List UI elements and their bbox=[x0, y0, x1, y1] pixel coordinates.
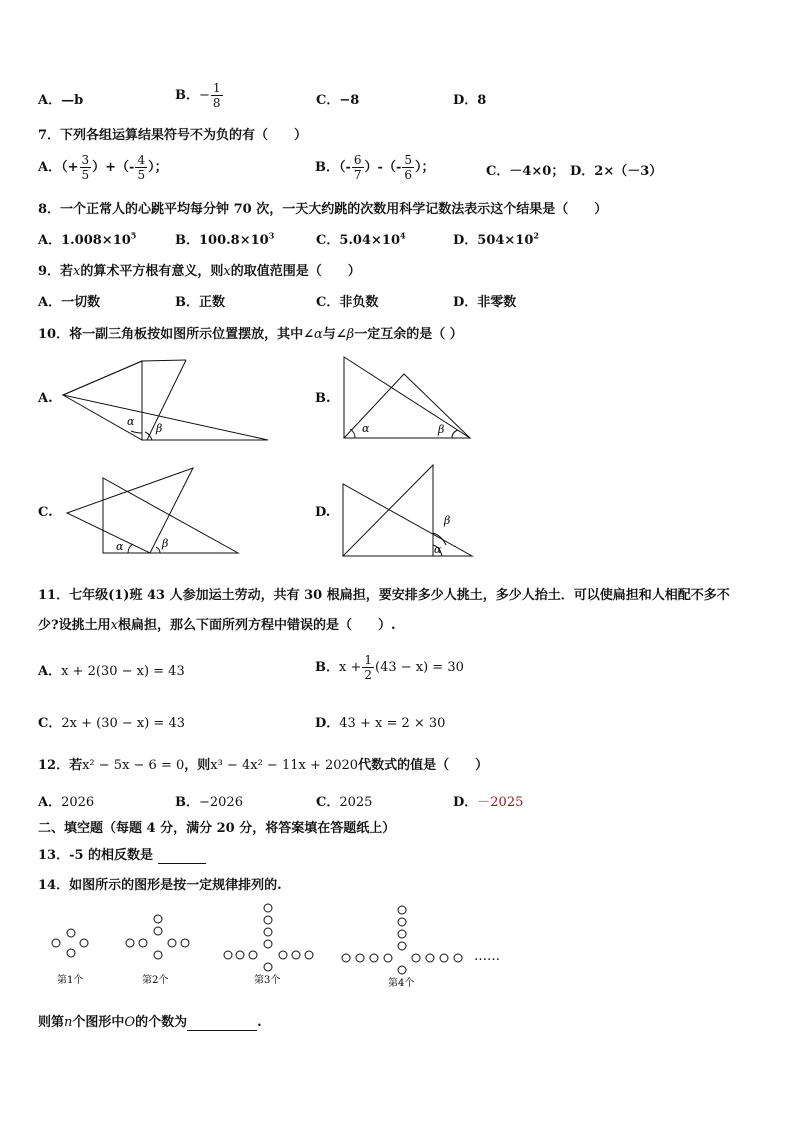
q11-option-a: A．x + 2(30 − x) = 43 bbox=[38, 664, 185, 679]
section-2-heading: 二、填空题（每题 4 分，满分 20 分，将答案填在答题纸上） bbox=[38, 821, 396, 836]
q10-label-c: C. bbox=[38, 505, 53, 520]
q14-caption-1: 第1个 bbox=[57, 975, 84, 986]
q6-option-c: C．−8 bbox=[316, 93, 360, 108]
q14-figure-3 bbox=[224, 904, 313, 971]
q10-label-a: A. bbox=[38, 391, 53, 406]
q14-figure-2 bbox=[126, 915, 189, 959]
q14-caption-3: 第3个 bbox=[254, 975, 281, 986]
q14-figure-4 bbox=[342, 906, 462, 974]
q8-option-c: C．$5.04\times 10^4$ bbox=[316, 230, 406, 248]
q9-option-b: B．正数 bbox=[175, 295, 225, 310]
q14-answer-blank[interactable] bbox=[187, 1015, 257, 1031]
q12-stem: 12．若x² − 5x − 6 = 0，则x³ − 4x² − 11x + 2020代数式的值是（ ） bbox=[38, 758, 489, 773]
q12-option-b: B．−2026 bbox=[175, 795, 243, 810]
q10-d-alpha: α bbox=[434, 543, 442, 556]
q10-label-d: D. bbox=[315, 505, 331, 520]
q14-ellipsis: …… bbox=[474, 949, 500, 964]
q8-stem: 8．一个正常人的心跳平均每分钟 70 次，一天大约跳的次数用科学记数法表示这个结果是（ ） bbox=[38, 202, 608, 217]
q10-b-alpha: α bbox=[362, 422, 370, 435]
q11-option-b: B．x + $\frac{1}{2}$ (43 − x) = 30 bbox=[315, 653, 464, 682]
q10-b-beta: β bbox=[438, 423, 445, 436]
q10-a-beta: β bbox=[156, 422, 163, 435]
q12-option-c: C．2025 bbox=[316, 795, 373, 810]
q10-stem: 10．将一副三角板按如图所示位置摆放，其中∠α与∠β一定互余的是（ ） bbox=[38, 327, 463, 342]
q10-c-alpha: α bbox=[116, 540, 124, 553]
q8-option-b: B．$100.8\times 10^3$ bbox=[175, 230, 275, 248]
q9-option-a: A．一切数 bbox=[38, 295, 101, 310]
q14-figure-1 bbox=[52, 929, 88, 957]
q8-option-d: D．$504\times 10^2$ bbox=[453, 230, 539, 248]
q11-line1: 11．七年级(1)班 43 人参加运土劳动，共有 30 根扁担，要安排多少人挑土，多少人抬土．可以使扁担和人相配不多不 bbox=[38, 588, 730, 603]
q12-option-a: A．2026 bbox=[38, 795, 95, 810]
q11-option-d: D．43 + x = 2 × 30 bbox=[315, 716, 446, 731]
q9-stem: 9．若x的算术平方根有意义，则x的取值范围是（ ） bbox=[38, 264, 361, 279]
q12-option-d: D．－2025 bbox=[453, 795, 524, 810]
q8-option-a: A．$1.008\times 10^5$ bbox=[38, 230, 137, 248]
q14-question: 则第n个图形中O的个数为 . bbox=[38, 1015, 262, 1030]
q7-option-a: A．（+ $\frac{3}{5}$ ）+（- $\frac{4}{5}$ ）； bbox=[38, 153, 168, 182]
q14-stem: 14．如图所示的图形是按一定规律排列的. bbox=[38, 878, 282, 893]
q6-option-a: A．—b bbox=[38, 93, 84, 108]
q7-option-b: B．（- $\frac{6}{7}$ ）-（- $\frac{5}{6}$ ）； bbox=[315, 153, 435, 182]
q6-option-b: B．− $\frac{1}{8}$ bbox=[175, 81, 221, 110]
q10-d-beta: β bbox=[444, 514, 451, 527]
q7-stem: 7．下列各组运算结果符号不为负的有（ ） bbox=[38, 128, 308, 143]
q9-option-d: D．非零数 bbox=[453, 295, 517, 310]
q14-caption-4: 第4个 bbox=[388, 978, 415, 989]
q11-line2: 少?设挑土用x根扁担，那么下面所列方程中错误的是（ ）. bbox=[38, 618, 396, 633]
q9-option-c: C．非负数 bbox=[316, 295, 379, 310]
q6-option-d: D．8 bbox=[453, 93, 487, 108]
q10-c-beta: β bbox=[162, 537, 169, 550]
q10-label-b: B. bbox=[315, 391, 331, 406]
q7-option-d: D．2×（－3） bbox=[570, 164, 663, 179]
q13-stem: 13．-5 的相反数是 bbox=[38, 844, 206, 864]
q11-option-c: C．2x + (30 − x) = 43 bbox=[38, 716, 185, 731]
q10-a-alpha: α bbox=[127, 415, 135, 428]
q14-caption-2: 第2个 bbox=[142, 975, 169, 986]
q7-option-c: C．－4×0； bbox=[486, 164, 565, 179]
